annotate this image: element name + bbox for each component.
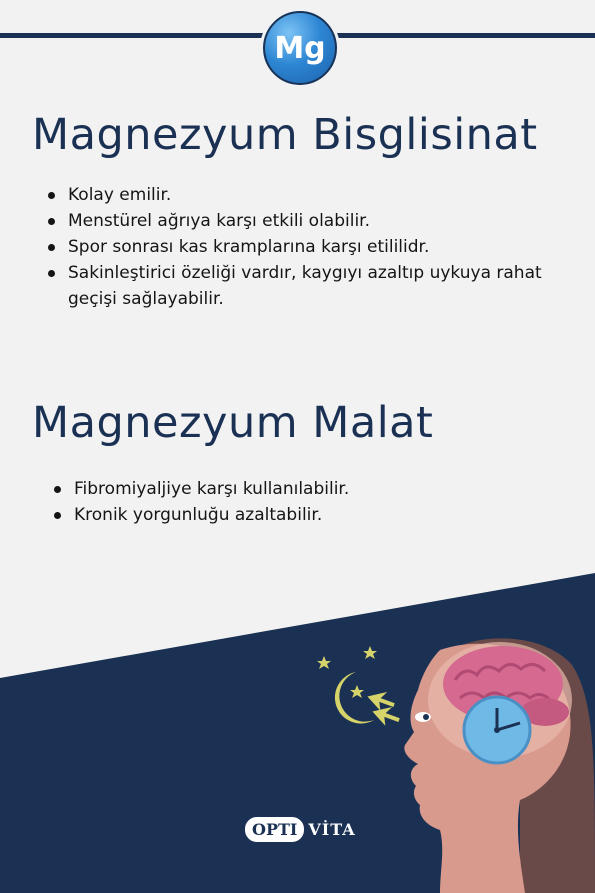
list-item: Fibromiyaljiye karşı kullanılabilir.	[52, 476, 552, 502]
bisglisinat-benefits-list	[46, 182, 566, 312]
list-item: Menstürel ağrıya karşı etkili olabilir.	[46, 208, 566, 234]
malat-benefits-list	[52, 476, 552, 528]
list-item: Spor sonrası kas kramplarına karşı etililidr.	[46, 234, 566, 260]
badge-symbol: Mg	[274, 30, 326, 66]
logo-part-vita: VİTA	[308, 820, 356, 839]
clock-icon	[464, 697, 530, 763]
list-item: Sakinleştirici özeliği vardır, kaygıyı azaltıp uykuya rahat geçişi sağlayabilir.	[46, 260, 566, 312]
section-title-malat: Magnezyum Malat	[32, 398, 434, 448]
optivita-logo	[245, 817, 356, 842]
list-item: Kronik yorgunluğu azaltabilir.	[52, 502, 552, 528]
list-item: Kolay emilir.	[46, 182, 566, 208]
logo-part-opti: OPTI	[245, 817, 304, 842]
section-title-bisglisinat: Magnezyum Bisglisinat	[32, 110, 538, 160]
mg-badge	[260, 8, 340, 88]
